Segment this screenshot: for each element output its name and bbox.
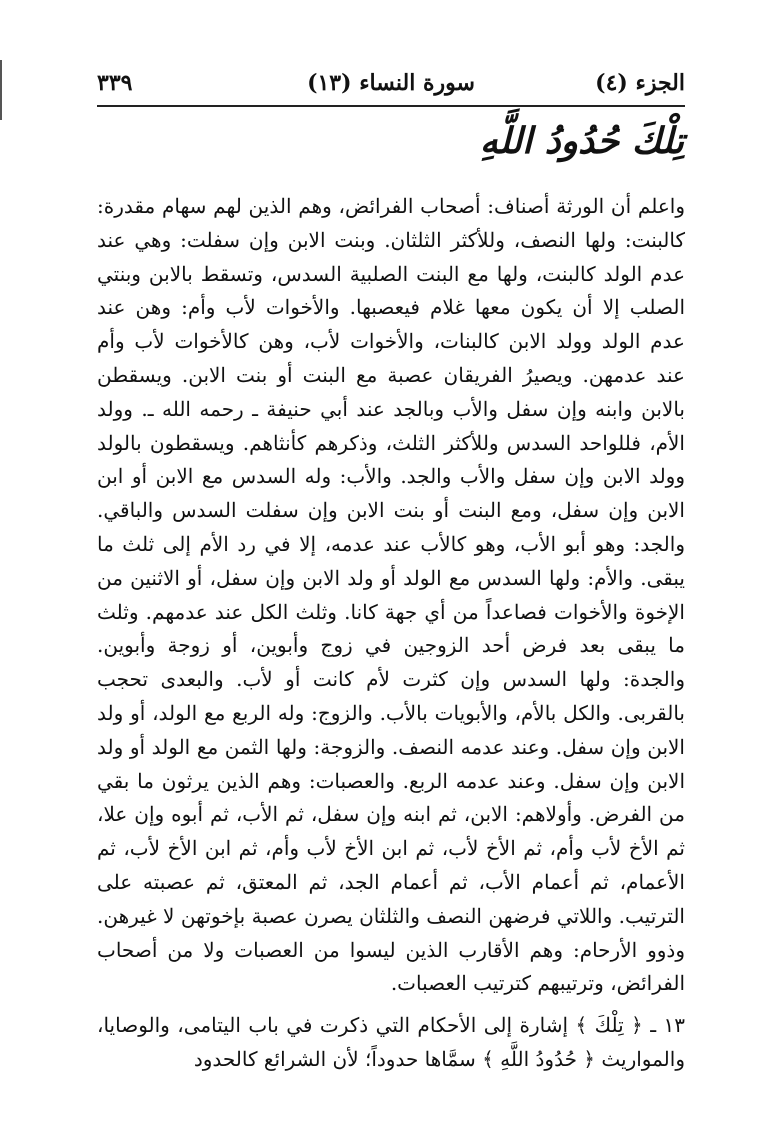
surah-label: سورة النساء (١٣)	[307, 70, 475, 96]
paragraph-inheritance: واعلم أن الورثة أصناف: أصحاب الفرائض، وهم الذين لهم سهام مقدرة: كالبنت: ولها النصف، وللأكثر الثلثان. وبنت الابن وإن سفلت: وهي عند عدم الولد كالبنت، ولها مع البنت الصلبية السدس، وتسقط بالابن وبنتي الصلب إلا أن يكون معها غلام فيعصبها. والأخوات لأب وأم: وهن عند عدم الولد وولد الابن كالبنات، والأخوات لأب، وهن كالأخوات لأب وأم عند عدمهن. ويصيرُ الفريقان عصبة مع البنت أو بنت الابن. ويسقطن بالابن وابنه وإن سفل والأب وبالجد عند أبي حنيفة ـ رحمه الله ـ. وولد الأم، فللواحد السدس وللأكثر الثلث، وذكرهم كأنثاهم. ويسقطون بالولد وولد الابن وإن سفل والأب والجد. والأب: وله السدس مع الابن أو ابن الابن وإن سفل، ومع البنت أو بنت الابن وإن سفلت السدس والباقي. والجد: وهو أبو الأب، وهو كالأب عند عدمه، إلا في رد الأم إلى ثلث ما يبقى. والأم: ولها السدس مع الولد أو ولد الابن وإن سفل، أو الاثنين من الإخوة والأخوات فصاعداً من أي جهة كانا. وثلث الكل عند عدمهم. وثلث ما يبقى بعد فرض أحد الزوجين في زوج وأبوين، أو زوجة وأبوين. والجدة: ولها السدس وإن كثرت لأم كانت أو لأب. والبعدى تحجب بالقربى. والكل بالأم، والأبويات بالأب. والزوج: وله الربع مع الولد، أو ولد الابن وإن سفل. وعند عدمه النصف. والزوجة: ولها الثمن مع الولد أو ولد الابن وإن سفل. وعند عدمه الربع. والعصبات: وهم الذين يرثون ما بقي من الفرض. وأولاهم: الابن، ثم ابنه وإن سفل، ثم الأب، ثم أبوه وإن علا، ثم الأخ لأب وأم، ثم الأخ لأب، ثم ابن الأخ لأب وأم، ثم ابن الأخ لأب، ثم الأعمام، ثم أعمام الأب، ثم أعمام الجد، ثم المعتق، ثم عصبته على الترتيب. واللاتي فرضهن النصف والثلثان يصرن عصبة بإخوتهن لا غيرهن. وذوو الأرحام: وهم الأقارب الذين ليسوا من العصبات ولا من أصحاب الفرائض، وترتيبهم كترتيب العصبات.	[97, 194, 685, 996]
header-divider	[97, 105, 685, 107]
paragraph-verse-13: ١٣ ـ ﴿ تِلْكَ ﴾ إشارة إلى الأحكام التي ذكرت في باب اليتامى، والوصايا، والمواريث ﴿ حُدُودُ اللَّهِ ﴾ سمَّاها حدوداً؛ لأن الشرائع كالحدود	[97, 1013, 685, 1071]
page-edge-line	[0, 60, 2, 120]
juz-label: الجزء (٤)	[595, 70, 685, 96]
page-number: ٣٣٩	[97, 70, 133, 96]
page-body	[97, 190, 685, 1077]
verse-heading: تِلْكَ حُدُودُ اللَّهِ	[479, 120, 684, 162]
page-header	[97, 66, 685, 102]
